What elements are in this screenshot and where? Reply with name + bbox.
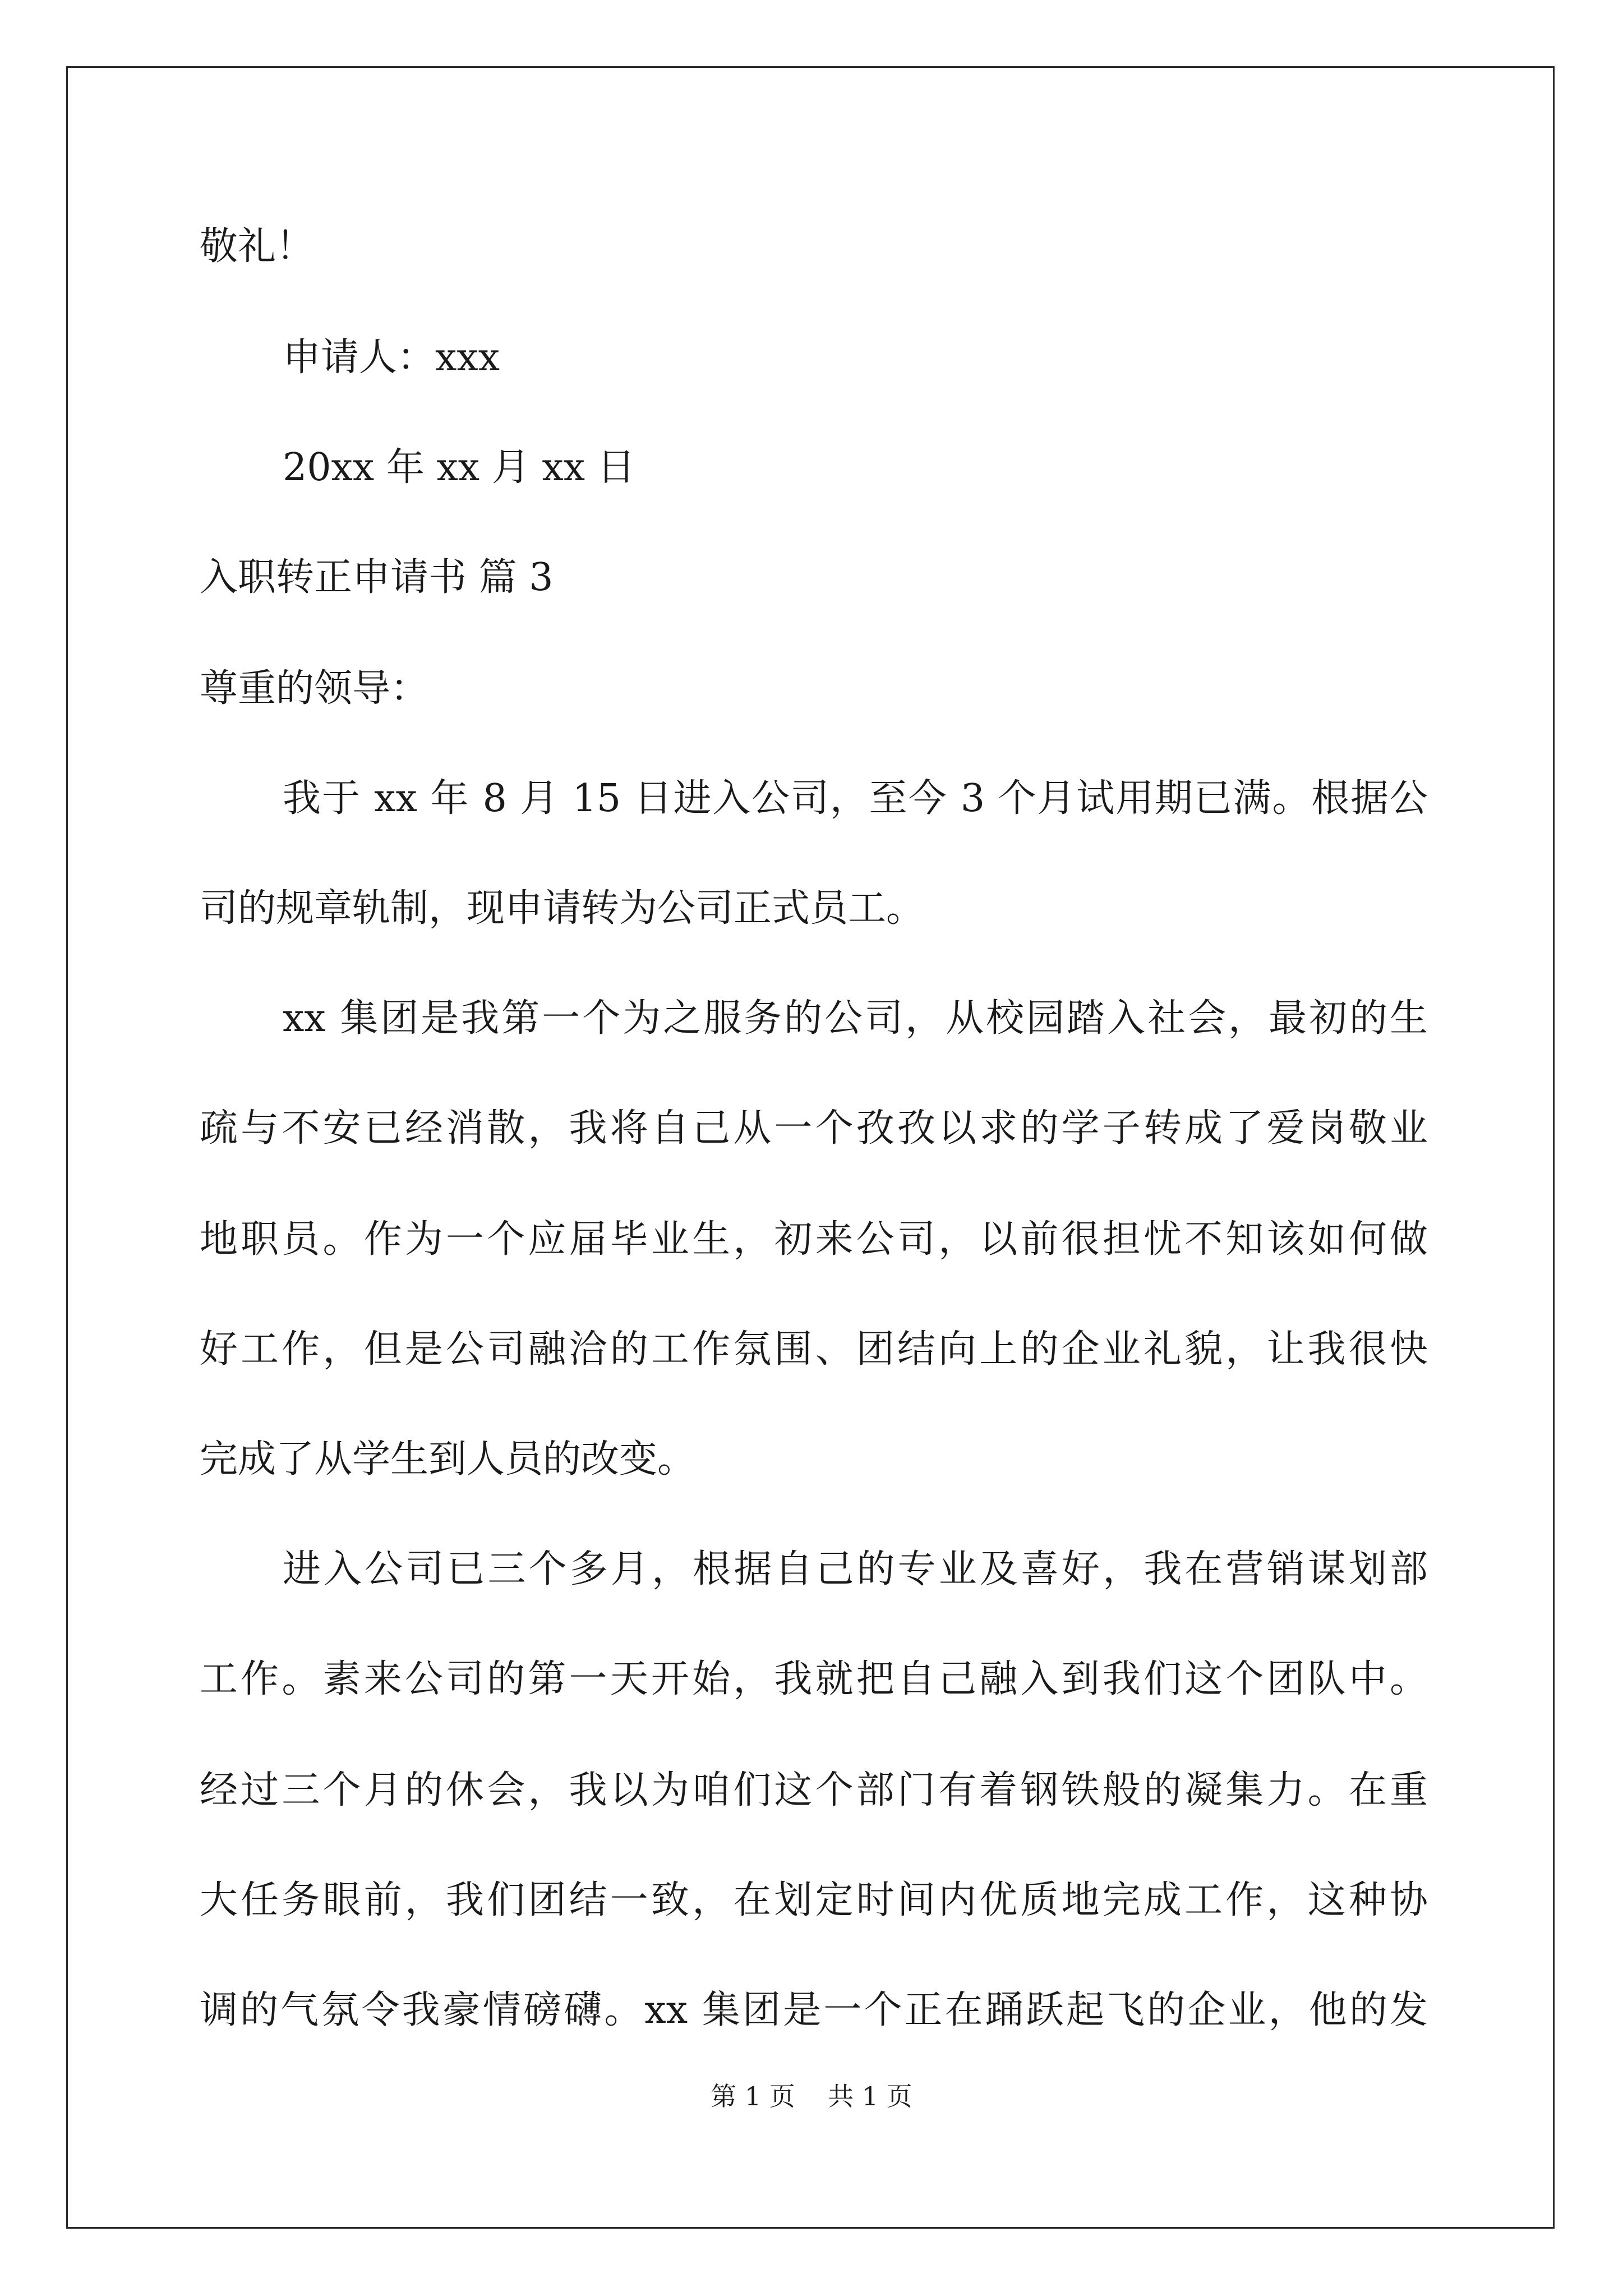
paragraph-line: 好工作，但是公司融洽的工作氛围、团结向上的企业礼貌，让我很快 [200, 1327, 1428, 1372]
paragraph-line: 地职员。作为一个应届毕业生，初来公司，以前很担忧不知该如何做 [200, 1217, 1428, 1262]
date-line: 20xx 年 xx 月 xx 日 [283, 445, 635, 490]
paragraph-line: xx 集团是我第一个为之服务的公司，从校园踏入社会，最初的生 [283, 996, 1428, 1041]
paragraph-line: 我于 xx 年 8 月 15 日进入公司，至今 3 个月试用期已满。根据公 [283, 776, 1428, 821]
greeting-line: 尊重的领导： [200, 666, 429, 711]
closing-salutation: 敬礼！ [200, 224, 315, 269]
paragraph-line: 司的规章轨制，现申请转为公司正式员工。 [200, 886, 925, 931]
paragraph-line: 调的气氛令我豪情磅礴。xx 集团是一个正在踊跃起飞的企业，他的发 [200, 1988, 1428, 2032]
paragraph-line: 大任务眼前，我们团结一致，在划定时间内优质地完成工作，这种协 [200, 1878, 1428, 1922]
paragraph-line: 疏与不安已经消散，我将自己从一个孜孜以求的学子转成了爱岗敬业 [200, 1106, 1428, 1151]
paragraph-line: 经过三个月的休会，我以为咱们这个部门有着钢铁般的凝集力。在重 [200, 1768, 1428, 1812]
paragraph-line: 进入公司已三个多月，根据自己的专业及喜好，我在营销谋划部 [283, 1547, 1428, 1591]
paragraph-line: 完成了从学生到人员的改变。 [200, 1437, 696, 1481]
page-number-footer: 第 1 页 共 1 页 [711, 2081, 912, 2111]
paragraph-line: 工作。素来公司的第一天开始，我就把自己融入到我们这个团队中。 [200, 1657, 1428, 1701]
applicant-line: 申请人：xxx [283, 335, 500, 380]
section-heading: 入职转正申请书 篇 3 [200, 555, 554, 600]
